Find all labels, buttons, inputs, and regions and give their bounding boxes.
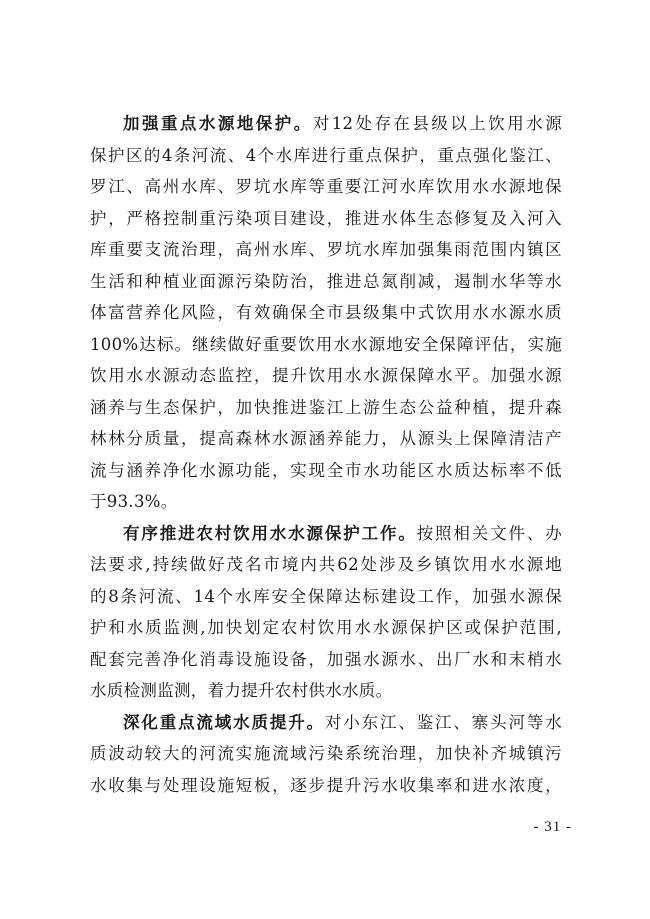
paragraph-1-line-2: 保护区的4条河流、4个水库进行重点保护，重点强化鉴江、 [90,145,562,165]
paragraph-2-line-4: 护和水质监测,加快划定农村饮用水水源保护区或保护范围, [90,618,562,637]
paragraph-1-line-3: 罗江、高州水库、罗坑水库等重要江河水库饮用水水源地保 [90,177,562,196]
paragraph-2-line-6: 水质检测监测，着力提升农村供水水质。 [90,681,393,700]
paragraph-2-line-1 [90,518,562,550]
paragraph-1-line-1 [90,108,562,140]
paragraph-1-line-12: 流与涵养净化水源功能，实现全市水功能区水质达标率不低 [90,460,562,480]
paragraph-1-line-13: 于93.3%。 [90,492,178,511]
paragraph-1-line-11: 林林分质量，提高森林水源涵养能力，从源头上保障清洁产 [90,429,562,448]
paragraph-1-heading: 加强重点水源地保护。 [123,114,313,133]
paragraph-1-line-7: 体富营养化风险，有效确保全市县级集中式饮用水水源水质 [90,303,562,322]
paragraph-2-heading: 有序推进农村饮用水水源保护工作。 [123,523,417,543]
paragraph-3-line-3: 水收集与处理设施短板，逐步提升污水收集率和进水浓度， [90,775,562,795]
paragraph-2-text: 按照相关文件、办 [416,523,562,543]
paragraph-1-line-6: 生活和种植业面源污染防治，推进总氮削减，遏制水华等水 [90,271,562,291]
paragraph-1-text: 对12处存在县级以上饮用水源 [312,114,563,133]
paragraph-2-line-5: 配套完善净化消毒设施设备，加强水源水、出厂水和末梢水 [90,649,562,669]
paragraph-1-line-4: 护，严格控制重污染项目建设，推进水体生态修复及入河入 [90,208,562,228]
paragraph-1-line-5: 库重要支流治理，高州水库、罗坑水库加强集雨范围内镇区 [90,240,562,259]
paragraph-1-line-9: 饮用水水源动态监控，提升饮用水水源保障水平。加强水源 [90,366,562,385]
paragraph-3-text: 对小东江、鉴江、寨头河等水 [324,712,562,732]
paragraph-1-line-10: 涵养与生态保护，加快推进鉴江上游生态公益种植，提升森 [90,397,562,417]
page-number: - 31 - [533,819,572,835]
paragraph-1-line-8: 100%达标。继续做好重要饮用水水源地安全保障评估，实施 [90,334,562,354]
paragraph-3-line-2: 质波动较大的河流实施流域污染系统治理，加快补齐城镇污 [90,744,562,763]
paragraph-3-heading: 深化重点流域水质提升。 [123,712,325,732]
body-text [90,108,562,801]
paragraph-3-line-1 [90,707,562,739]
paragraph-2-line-2: 法要求,持续做好茂名市境内共62处涉及乡镇饮用水水源地 [90,555,562,574]
paragraph-2-line-3: 的8条河流、14个水库安全保障达标建设工作，加强水源保 [90,586,562,606]
